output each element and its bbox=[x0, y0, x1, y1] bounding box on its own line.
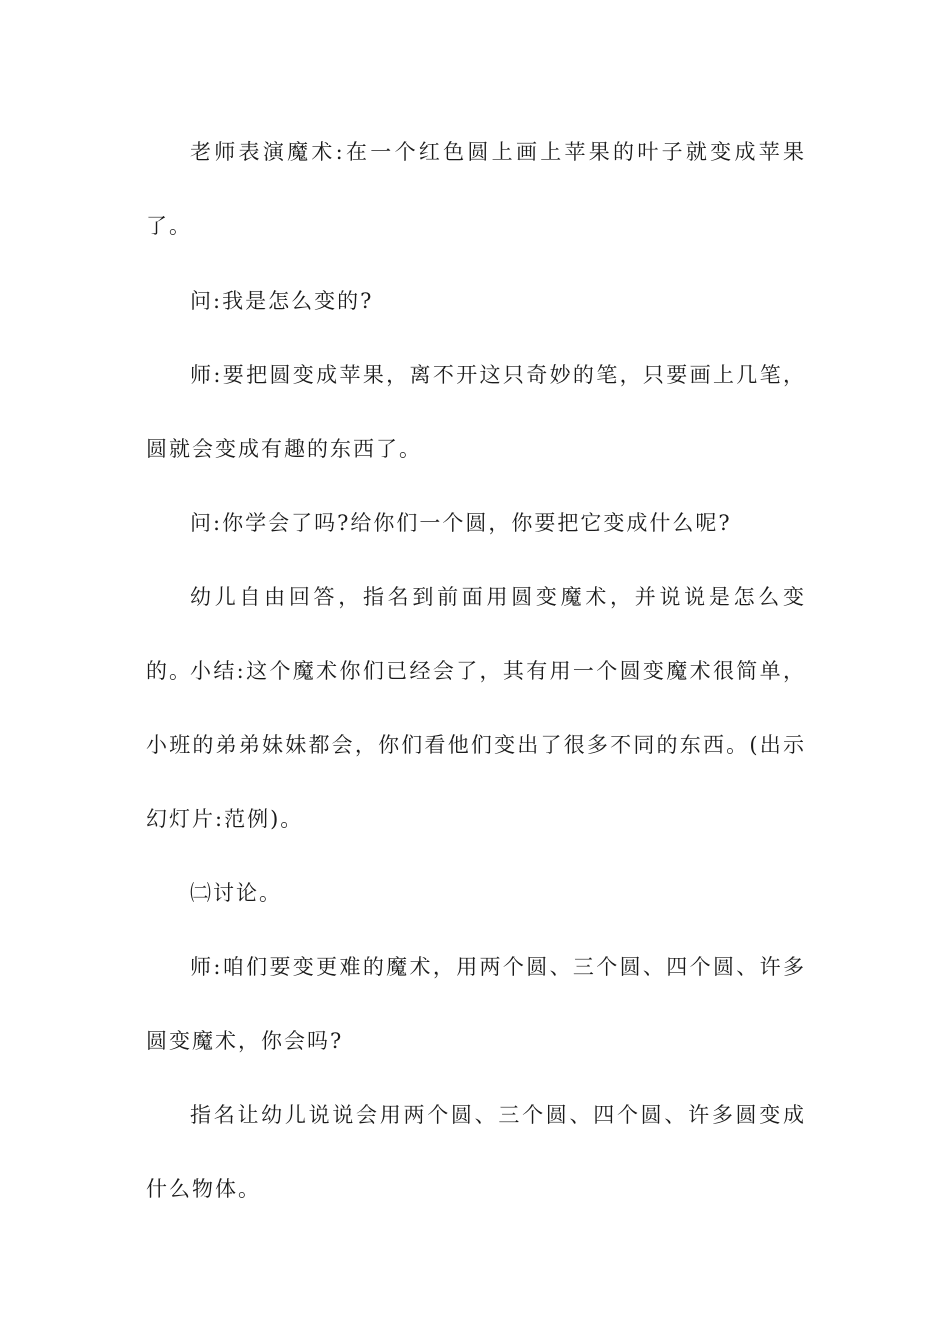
paragraph-magic-demo: 老师表演魔术:在一个红色圆上画上苹果的叶子就变成苹果了。 bbox=[146, 140, 806, 238]
paragraph-teacher-pen: 师:要把圆变成苹果，离不开这只奇妙的笔，只要画上几笔，圆就会变成有趣的东西了。 bbox=[146, 363, 806, 461]
paragraph-question-how: 问:我是怎么变的? bbox=[190, 289, 374, 313]
paragraph-teacher-harder: 师:咱们要变更难的魔术，用两个圆、三个圆、四个圆、许多圆变魔术，你会吗? bbox=[146, 955, 806, 1053]
paragraph-name-children: 指名让幼儿说说会用两个圆、三个圆、四个圆、许多圆变成什么物体。 bbox=[146, 1103, 806, 1201]
paragraph-question-learned: 问:你学会了吗?给你们一个圆，你要把它变成什么呢? bbox=[190, 511, 732, 535]
paragraph-children-answer: 幼儿自由回答，指名到前面用圆变魔术，并说说是怎么变的。 bbox=[146, 585, 806, 683]
paragraph-summary: 小结:这个魔术你们已经会了，其有用一个圆变魔术很简单，小班的弟弟妹妹都会，你们看他们变出了很多不同的东西。(出示幻灯片:范例)。 bbox=[146, 659, 806, 831]
paragraph-discussion-heading: ㈡讨论。 bbox=[190, 881, 282, 905]
